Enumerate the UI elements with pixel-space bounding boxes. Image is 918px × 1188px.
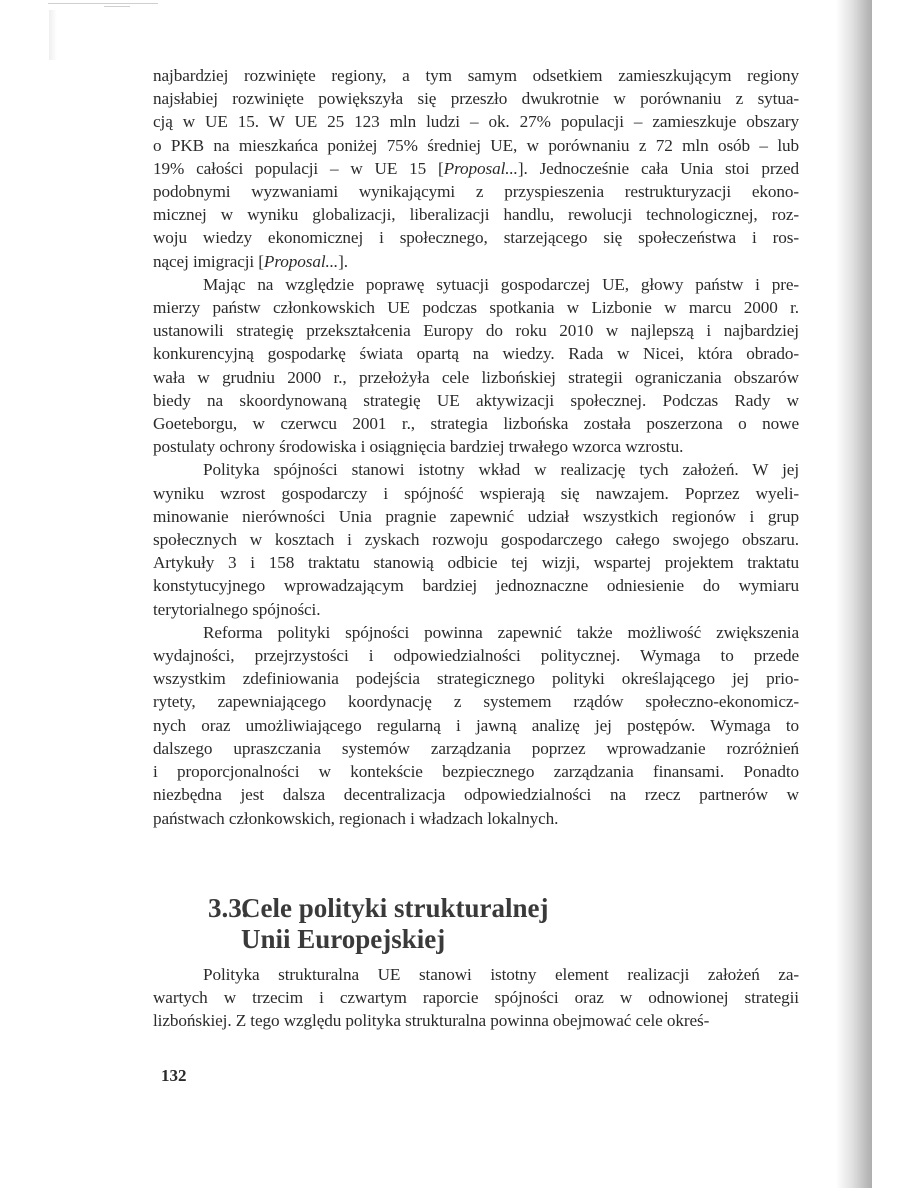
page-gutter-shadow <box>836 0 872 1188</box>
text-line: nych oraz umożliwiającego regularną i jawną analizę jej postępów. Wymaga to <box>153 715 799 735</box>
text-line: konkurencyjną gospodarkę świata opartą na wiedzy. Rada w Nicei, która obrado- <box>153 344 799 364</box>
text-line: 19% całości populacji – w UE 15 [Proposal...]. Jednocześnie cała Unia stoi przed <box>153 158 799 178</box>
text-line: najbardziej rozwinięte regiony, a tym samym odsetkiem zamieszkującym regiony <box>153 66 799 85</box>
scan-top-mark <box>104 6 130 7</box>
text-line: nącej imigracji [Proposal...]. <box>153 251 348 271</box>
text-line: Artykuły 3 i 158 traktatu stanowią odbicie tej wizji, wspartej projektem traktatu <box>153 553 799 573</box>
text-line: wszystkim zdefiniowania podejścia strategicznego polityki określającego jej prio- <box>153 669 799 689</box>
text-line: ustanowili strategię przekształcenia Europy do roku 2010 w najlepszą i najbardziej <box>153 321 799 341</box>
paragraph <box>153 273 799 459</box>
text-line: terytorialnego spójności. <box>153 599 321 619</box>
section-number: 3.3. <box>208 893 249 923</box>
text-line: mierzy państw członkowskich UE podczas spotkania w Lizbonie w marcu 2000 r. <box>153 298 799 318</box>
text-line: konstytucyjnego wprowadzającym bardziej jednoznaczne odniesienie do wymiaru <box>153 576 799 596</box>
text-line: postulaty ochrony środowiska i osiągnięcia bardziej trwałego wzorca wzrostu. <box>153 437 684 457</box>
scan-top-mark <box>48 3 158 4</box>
text-line: Mając na względzie poprawę sytuacji gospodarczej UE, głowy państw i pre- <box>203 274 799 294</box>
text-line: wyniku wzrost gospodarczy i spójność wspierają się nawzajem. Poprzez wyeli- <box>153 483 799 503</box>
text-line: niezbędna jest dalsza decentralizacja odpowiedzialności na rzecz partnerów w <box>153 785 799 805</box>
paragraph <box>153 963 799 1033</box>
text-line: lizbońskiej. Z tego względu polityka strukturalna powinna obejmować cele okreś- <box>153 1011 710 1031</box>
text-line: cją w UE 15. W UE 25 123 mln ludzi – ok. 27% populacji – zamieszkuje obszary <box>153 112 799 132</box>
text-line: biedy na skoordynowaną strategię UE aktywizacji społecznej. Podczas Rady w <box>153 390 799 410</box>
text-line: Reforma polityki spójności powinna zapewnić także możliwość zwiększenia <box>203 622 799 642</box>
text-line: Polityka strukturalna UE stanowi istotny element realizacji założeń za- <box>203 965 799 984</box>
text-line: wała w grudniu 2000 r., przełożyła cele lizbońskiej strategii ograniczania obszarów <box>153 367 799 387</box>
section-body-text <box>153 963 799 1033</box>
paragraph <box>153 458 799 620</box>
text-line: dalszego upraszczania systemów zarządzania poprzez wprowadzanie rozróżnień <box>153 738 799 758</box>
text-line: Goeteborgu, w czerwcu 2001 r., strategia lizbońska została poszerzona o nowe <box>153 414 799 434</box>
text-line: rytety, zapewniającego koordynację z systemem rządów społeczno-ekonomicz- <box>153 692 799 712</box>
text-line: o PKB na mieszkańca poniżej 75% średniej UE, w porównaniu z 72 mln osób – lub <box>153 135 799 155</box>
page-number: 132 <box>161 1066 187 1085</box>
text-line: i proporcjonalności w kontekście bezpiecznego zarządzania finansami. Ponadto <box>153 762 799 782</box>
text-line: micznej w wyniku globalizacji, liberalizacji handlu, rewolucji technologicznej, roz- <box>153 205 799 225</box>
scan-edge-mark <box>49 10 57 60</box>
section-title-line-1: Cele polityki strukturalnej <box>241 893 549 923</box>
text-line: państwach członkowskich, regionach i władzach lokalnych. <box>153 808 559 828</box>
text-line: minowanie nierówności Unia pragnie zapewnić udział wszystkich regionów i grup <box>153 506 799 526</box>
text-line: woju wiedzy ekonomicznej i społecznego, starzejącego się społeczeństwa i ros- <box>153 228 799 248</box>
text-line: podobnymi wyzwaniami wynikającymi z przyspieszenia restrukturyzacji ekono- <box>153 182 799 202</box>
text-line: wydajności, przejrzystości i odpowiedzialności politycznej. Wymaga to przede <box>153 646 799 666</box>
text-line: najsłabiej rozwinięte powiększyła się przeszło dwukrotnie w porównaniu z sytua- <box>153 89 799 109</box>
body-text <box>153 64 799 830</box>
text-line: Polityka spójności stanowi istotny wkład w realizację tych założeń. W jej <box>203 460 799 480</box>
text-line: społecznych w kosztach i zyskach rozwoju gospodarczego całego swojego obszaru. <box>153 530 799 550</box>
paragraph <box>153 621 799 830</box>
section-title-line-2: Unii Europejskiej <box>241 924 446 954</box>
text-line: wartych w trzecim i czwartym raporcie spójności oraz w odnowionej strategii <box>153 988 799 1008</box>
paragraph <box>153 64 799 273</box>
